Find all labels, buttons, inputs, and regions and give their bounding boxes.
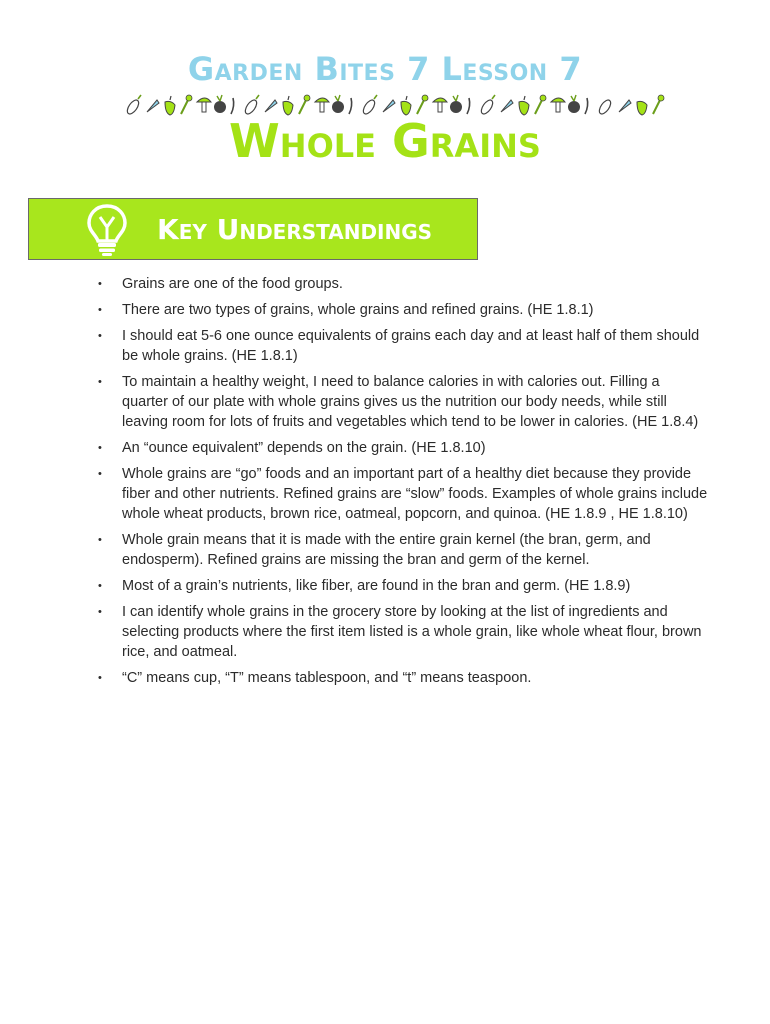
banner-title: Key Understandings xyxy=(157,213,433,246)
list-item: • Most of a grain’s nutrients, like fiber, are found in the bran and germ. (HE 1.8.9) xyxy=(97,576,709,596)
list-item: • Whole grain means that it is made with the entire grain kernel (the bran, germ, and endosperm). Refined grains are missing the bran and germ of the kernel. xyxy=(97,530,709,570)
lesson-title: Whole Grains xyxy=(229,114,541,168)
list-item: • I can identify whole grains in the grocery store by looking at the list of ingredients and selecting products where the first item listed is a whole grain, like whole wheat flour, brown rice, and oatmeal. xyxy=(97,602,709,662)
list-item: • There are two types of grains, whole grains and refined grains. (HE 1.8.1) xyxy=(97,300,709,320)
list-item: • I should eat 5-6 one ounce equivalents of grains each day and at least half of them should be whole grains. (HE 1.8.1) xyxy=(97,326,709,366)
key-understandings-list xyxy=(97,274,709,694)
key-understandings-banner xyxy=(28,198,478,260)
series-title: Garden Bites 7 Lesson 7 xyxy=(187,50,583,88)
list-item: • Whole grains are “go” foods and an important part of a healthy diet because they provide fiber and other nutrients. Refined grains are “slow” foods. Examples of whole grains include whole wheat products, brown rice, oatmeal, popcorn, and quinoa. (HE 1.8.9 , HE 1.8.10) xyxy=(97,464,709,524)
lightbulb-icon xyxy=(85,203,129,257)
list-item: • An “ounce equivalent” depends on the grain. (HE 1.8.10) xyxy=(97,438,709,458)
list-item: • “C” means cup, “T” means tablespoon, and “t” means teaspoon. xyxy=(97,668,709,688)
list-item: • Grains are one of the food groups. xyxy=(97,274,709,294)
list-item: • To maintain a healthy weight, I need to balance calories in with calories out. Filling a quarter of our plate with whole grains gives us the nutrition our body needs, while still leaving room for lots of fruits and vegetables which tend to be lower in calories. (HE 1.8.4) xyxy=(97,372,709,432)
